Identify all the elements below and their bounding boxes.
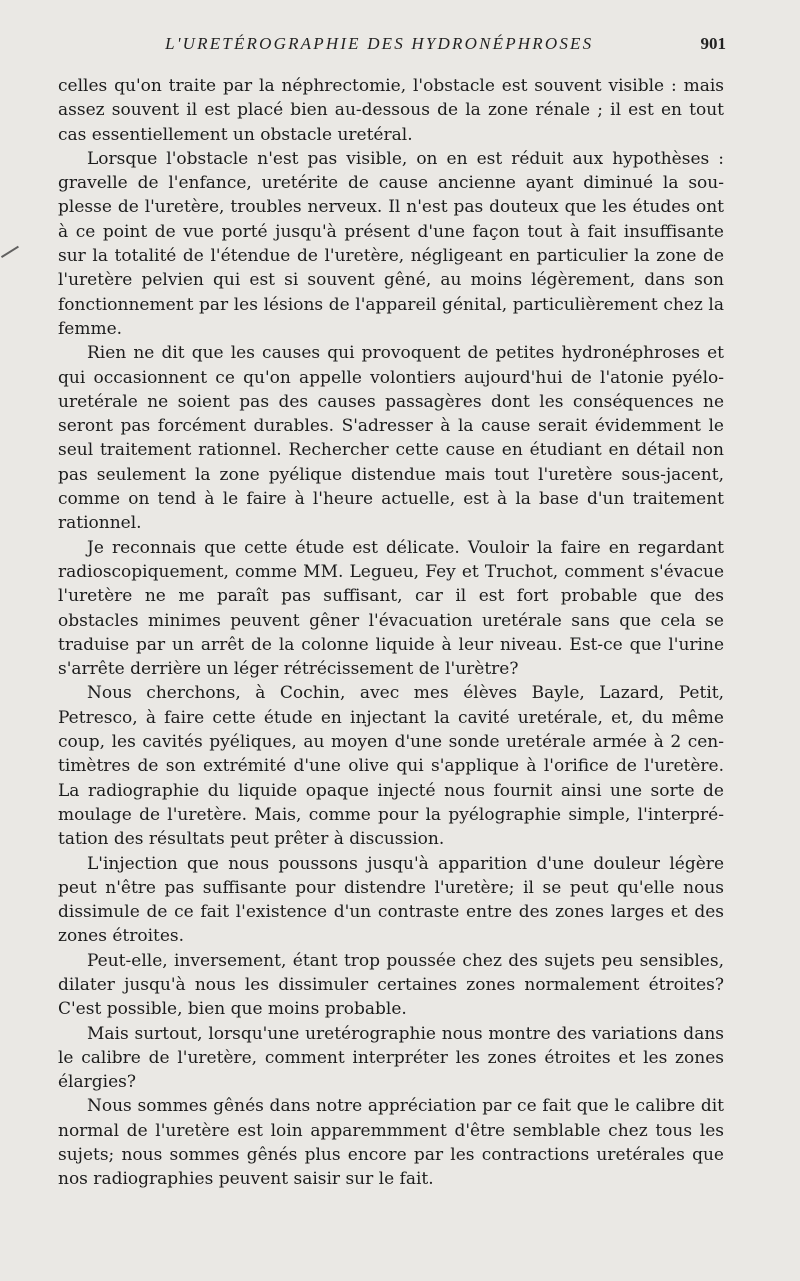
paragraph: L'injection que nous poussons jusqu'à apparition d'une douleur légère peut n'être pas suffisante pour distendre l'uretère; il se peut qu'elle nous dissimule de ce fait l'existence d'un contraste entre des zones larges et des zones étroites. (58, 853, 724, 947)
paragraph: Rien ne dit que les causes qui provoquent de petites hydronéphroses et qui occasionnent ce qu'on appelle volontiers aujourd'hui de l'atonie pyélouretérale ne soient pas des causes passagères dont les conséquences ne seront pas forcément durables. S'adresser à la cause serait évidemment le seul traitement rationnel. Rechercher cette cause en étudiant en détail non pas seulement la zone pyélique distendue mais tout l'uretère sous-jacent, comme on tend à le faire à l'heure actuelle, est à la base d'un traitement rationnel. (58, 343, 724, 534)
margin-pencil-mark (0, 234, 19, 258)
running-title: L'URETÉROGRAPHIE DES HYDRONÉPHROSES (165, 34, 594, 53)
paragraph: Mais surtout, lorsqu'une uretérographie nous montre des variations dans le calibre de l'uretère, comment interpréter les zones étroites et les zones élargies? (58, 1023, 724, 1093)
paragraph: Lorsque l'obstacle n'est pas visible, on en est réduit aux hypothèses : gravelle de l'enfance, uretérite de cause ancienne ayant diminué la souplesse de l'uretère, troubles nerveux. Il n'est pas douteux que les études ont à ce point de vue porté jusqu'à présent d'une façon tout à fait insuffisante sur la totalité de l'étendue de l'uretère, négligeant en particulier la zone de l'uretère pelvien qui est si souvent gêné, au moins légèrement, dans son fonctionnement par les lésions de l'appareil génital, particulièrement chez la femme. (58, 148, 724, 339)
body-text (58, 74, 724, 1192)
page-header (58, 34, 726, 58)
paragraph: Nous cherchons, à Cochin, avec mes élèves Bayle, Lazard, Petit, Petresco, à faire cette étude en injectant la cavité uretérale, et, du même coup, les cavités pyéliques, au moyen d'une sonde uretérale armée à 2 centimètres de son extrémité d'une olive qui s'applique à l'orifice de l'uretère. La radiographie du liquide opaque injecté nous fournit ainsi une sorte de moulage de l'uretère. Mais, comme pour la pyélographie simple, l'interprétation des résultats peut prêter à discussion. (58, 683, 724, 850)
paragraph: celles qu'on traite par la néphrectomie, l'obstacle est souvent visible : mais assez souvent il est placé bien au-dessous de la zone rénale ; il est en tout cas essentiellement un obstacle uretéral. (58, 76, 724, 145)
paragraph: Nous sommes gênés dans notre appréciation par ce fait que le calibre dit normal de l'uretère est loin apparemmment d'être semblable chez tous les sujets; nous sommes gênés plus encore par les contractions uretérales que nos radiographies peuvent saisir sur le fait. (58, 1096, 724, 1190)
paragraph: Peut-elle, inversement, étant trop poussée chez des sujets peu sensibles, dilater jusqu'à nous les dissimuler certaines zones normalement étroites? C'est possible, bien que moins probable. (58, 950, 724, 1020)
paragraph: Je reconnais que cette étude est délicate. Vouloir la faire en regardant radioscopiquement, comme MM. Legueu, Fey et Truchot, comment s'évacue l'uretère ne me paraît pas suffisant, car il est fort probable que des obstacles minimes peuvent gêner l'évacuation uretérale sans que cela se traduise par un arrêt de la colonne liquide à leur niveau. Est-ce que l'urine s'arrête derrière un léger rétrécissement de l'urètre? (58, 537, 724, 680)
page-number: 901 (700, 34, 726, 53)
